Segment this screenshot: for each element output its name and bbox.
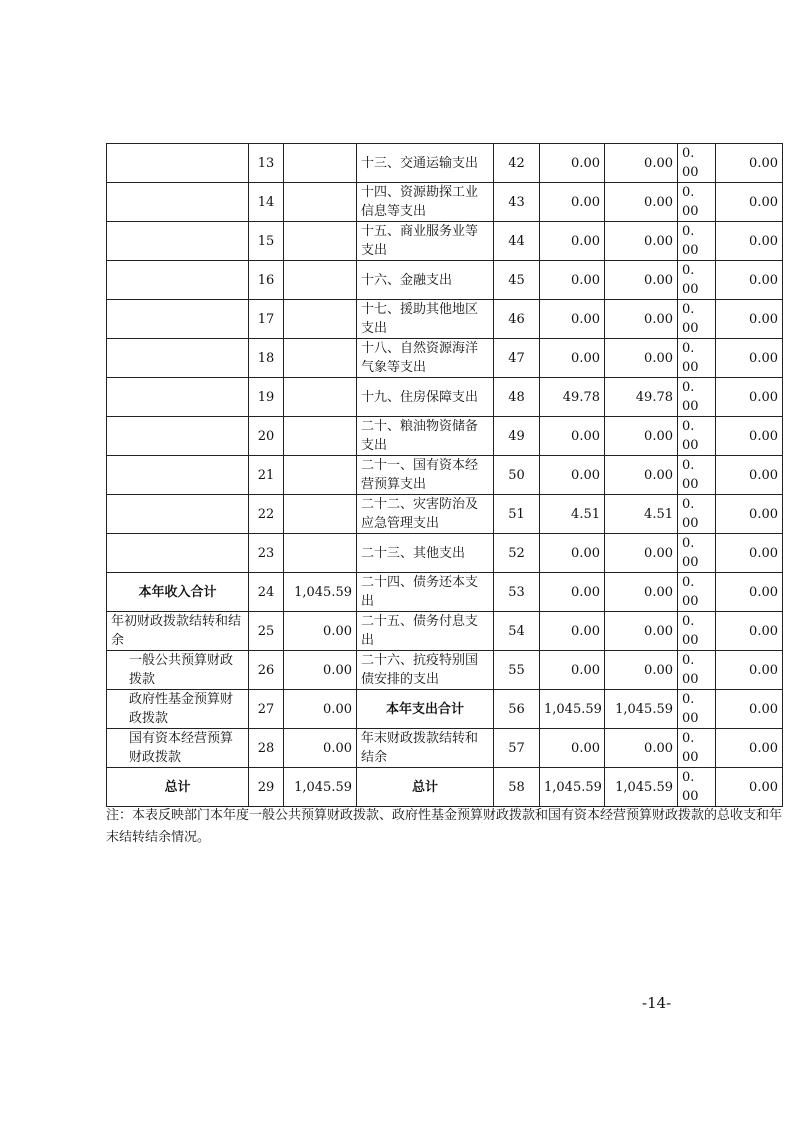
expenditure-total-cell: 0.00	[540, 144, 605, 183]
expenditure-total-cell: 1,045.59	[540, 768, 605, 807]
table-row	[107, 144, 783, 183]
general-budget-cell: 0.00	[605, 183, 678, 222]
income-amount-cell	[284, 222, 357, 261]
fund-budget-cell: 0. 00	[678, 534, 716, 573]
income-line-number-cell: 29	[249, 768, 284, 807]
income-amount-cell	[284, 300, 357, 339]
income-amount-cell	[284, 417, 357, 456]
expenditure-line-number-cell: 56	[494, 690, 540, 729]
fund-budget-cell: 0. 00	[678, 690, 716, 729]
expenditure-item-cell: 二十一、国有资本经营预算支出	[357, 456, 494, 495]
income-line-number-cell: 18	[249, 339, 284, 378]
expenditure-line-number-cell: 50	[494, 456, 540, 495]
expenditure-line-number-cell: 51	[494, 495, 540, 534]
state-capital-budget-cell: 0.00	[716, 417, 783, 456]
expenditure-line-number-cell: 58	[494, 768, 540, 807]
expenditure-item-cell: 十三、交通运输支出	[357, 144, 494, 183]
income-line-number-cell: 17	[249, 300, 284, 339]
table-row	[107, 690, 783, 729]
income-item-cell	[107, 534, 249, 573]
expenditure-item-cell: 十六、金融支出	[357, 261, 494, 300]
income-line-number-cell: 22	[249, 495, 284, 534]
expenditure-total-cell: 0.00	[540, 456, 605, 495]
income-amount-cell: 0.00	[284, 651, 357, 690]
expenditure-item-cell: 二十五、债务付息支出	[357, 612, 494, 651]
expenditure-item-cell: 十八、自然资源海洋气象等支出	[357, 339, 494, 378]
expenditure-line-number-cell: 47	[494, 339, 540, 378]
income-line-number-cell: 19	[249, 378, 284, 417]
fund-budget-cell: 0. 00	[678, 417, 716, 456]
table-row	[107, 573, 783, 612]
income-item-cell	[107, 495, 249, 534]
general-budget-cell: 0.00	[605, 573, 678, 612]
income-amount-cell	[284, 534, 357, 573]
fund-budget-cell: 0. 00	[678, 612, 716, 651]
income-line-number-cell: 23	[249, 534, 284, 573]
expenditure-item-cell: 十七、援助其他地区支出	[357, 300, 494, 339]
income-line-number-cell: 20	[249, 417, 284, 456]
expenditure-total-cell: 0.00	[540, 612, 605, 651]
table-row	[107, 300, 783, 339]
income-line-number-cell: 13	[249, 144, 284, 183]
general-budget-cell: 0.00	[605, 144, 678, 183]
expenditure-total-cell: 0.00	[540, 339, 605, 378]
state-capital-budget-cell: 0.00	[716, 261, 783, 300]
table-row	[107, 417, 783, 456]
expenditure-total-cell: 0.00	[540, 651, 605, 690]
expenditure-item-cell: 本年支出合计	[357, 690, 494, 729]
table-row	[107, 495, 783, 534]
expenditure-line-number-cell: 48	[494, 378, 540, 417]
general-budget-cell: 4.51	[605, 495, 678, 534]
state-capital-budget-cell: 0.00	[716, 690, 783, 729]
fund-budget-cell: 0. 00	[678, 300, 716, 339]
income-item-cell	[107, 261, 249, 300]
expenditure-total-cell: 0.00	[540, 183, 605, 222]
state-capital-budget-cell: 0.00	[716, 573, 783, 612]
general-budget-cell: 0.00	[605, 729, 678, 768]
state-capital-budget-cell: 0.00	[716, 495, 783, 534]
expenditure-line-number-cell: 46	[494, 300, 540, 339]
income-item-cell	[107, 144, 249, 183]
expenditure-line-number-cell: 45	[494, 261, 540, 300]
expenditure-line-number-cell: 52	[494, 534, 540, 573]
expenditure-item-cell: 十五、商业服务业等支出	[357, 222, 494, 261]
table-row	[107, 222, 783, 261]
expenditure-total-cell: 49.78	[540, 378, 605, 417]
income-line-number-cell: 24	[249, 573, 284, 612]
expenditure-total-cell: 4.51	[540, 495, 605, 534]
expenditure-total-cell: 0.00	[540, 729, 605, 768]
general-budget-cell: 0.00	[605, 534, 678, 573]
fund-budget-cell: 0. 00	[678, 729, 716, 768]
income-item-cell	[107, 183, 249, 222]
expenditure-item-cell: 二十三、其他支出	[357, 534, 494, 573]
general-budget-cell: 0.00	[605, 612, 678, 651]
income-item-cell: 本年收入合计	[107, 573, 249, 612]
income-amount-cell: 0.00	[284, 729, 357, 768]
fund-budget-cell: 0. 00	[678, 651, 716, 690]
state-capital-budget-cell: 0.00	[716, 651, 783, 690]
income-amount-cell: 1,045.59	[284, 768, 357, 807]
table-row	[107, 456, 783, 495]
fiscal-appropriation-table	[106, 143, 783, 807]
table-row	[107, 378, 783, 417]
state-capital-budget-cell: 0.00	[716, 534, 783, 573]
expenditure-item-cell: 年末财政拨款结转和结余	[357, 729, 494, 768]
general-budget-cell: 0.00	[605, 651, 678, 690]
table-row	[107, 612, 783, 651]
table-row	[107, 651, 783, 690]
expenditure-line-number-cell: 54	[494, 612, 540, 651]
general-budget-cell: 0.00	[605, 222, 678, 261]
expenditure-line-number-cell: 53	[494, 573, 540, 612]
income-line-number-cell: 28	[249, 729, 284, 768]
expenditure-item-cell: 十九、住房保障支出	[357, 378, 494, 417]
expenditure-total-cell: 0.00	[540, 534, 605, 573]
income-line-number-cell: 25	[249, 612, 284, 651]
expenditure-total-cell: 0.00	[540, 300, 605, 339]
expenditure-line-number-cell: 44	[494, 222, 540, 261]
expenditure-item-cell: 十四、资源勘探工业信息等支出	[357, 183, 494, 222]
state-capital-budget-cell: 0.00	[716, 378, 783, 417]
income-amount-cell: 1,045.59	[284, 573, 357, 612]
fund-budget-cell: 0. 00	[678, 261, 716, 300]
expenditure-line-number-cell: 42	[494, 144, 540, 183]
table-row	[107, 534, 783, 573]
expenditure-total-cell: 0.00	[540, 261, 605, 300]
income-amount-cell	[284, 456, 357, 495]
income-amount-cell	[284, 144, 357, 183]
state-capital-budget-cell: 0.00	[716, 144, 783, 183]
table-body	[107, 144, 783, 807]
expenditure-item-cell: 总计	[357, 768, 494, 807]
fund-budget-cell: 0. 00	[678, 768, 716, 807]
fund-budget-cell: 0. 00	[678, 183, 716, 222]
general-budget-cell: 0.00	[605, 339, 678, 378]
table-row	[107, 768, 783, 807]
state-capital-budget-cell: 0.00	[716, 612, 783, 651]
income-item-cell: 政府性基金预算财政拨款	[107, 690, 249, 729]
income-item-cell: 国有资本经营预算财政拨款	[107, 729, 249, 768]
fund-budget-cell: 0. 00	[678, 456, 716, 495]
income-amount-cell	[284, 183, 357, 222]
table-row	[107, 183, 783, 222]
income-amount-cell	[284, 339, 357, 378]
expenditure-item-cell: 二十、粮油物资储备支出	[357, 417, 494, 456]
expenditure-total-cell: 0.00	[540, 573, 605, 612]
income-amount-cell	[284, 495, 357, 534]
table-note: 注：本表反映部门本年度一般公共预算财政拨款、政府性基金预算财政拨款和国有资本经营预算财政拨款的总收支和年末结转结余情况。	[106, 808, 783, 845]
table-row	[107, 339, 783, 378]
state-capital-budget-cell: 0.00	[716, 729, 783, 768]
expenditure-line-number-cell: 43	[494, 183, 540, 222]
income-item-cell	[107, 378, 249, 417]
income-item-cell: 一般公共预算财政拨款	[107, 651, 249, 690]
page-number: -14-	[642, 994, 672, 1012]
expenditure-total-cell: 0.00	[540, 222, 605, 261]
income-amount-cell: 0.00	[284, 690, 357, 729]
income-item-cell	[107, 300, 249, 339]
general-budget-cell: 49.78	[605, 378, 678, 417]
income-amount-cell	[284, 378, 357, 417]
general-budget-cell: 0.00	[605, 456, 678, 495]
table-row	[107, 729, 783, 768]
income-amount-cell	[284, 261, 357, 300]
expenditure-item-cell: 二十二、灾害防治及应急管理支出	[357, 495, 494, 534]
general-budget-cell: 0.00	[605, 417, 678, 456]
income-line-number-cell: 14	[249, 183, 284, 222]
expenditure-item-cell: 二十四、债务还本支出	[357, 573, 494, 612]
income-line-number-cell: 26	[249, 651, 284, 690]
fund-budget-cell: 0. 00	[678, 222, 716, 261]
fund-budget-cell: 0. 00	[678, 495, 716, 534]
income-line-number-cell: 15	[249, 222, 284, 261]
income-item-cell	[107, 339, 249, 378]
general-budget-cell: 1,045.59	[605, 690, 678, 729]
expenditure-total-cell: 0.00	[540, 417, 605, 456]
state-capital-budget-cell: 0.00	[716, 456, 783, 495]
state-capital-budget-cell: 0.00	[716, 183, 783, 222]
state-capital-budget-cell: 0.00	[716, 339, 783, 378]
expenditure-line-number-cell: 57	[494, 729, 540, 768]
income-item-cell	[107, 456, 249, 495]
income-item-cell: 年初财政拨款结转和结余	[107, 612, 249, 651]
expenditure-line-number-cell: 55	[494, 651, 540, 690]
income-amount-cell: 0.00	[284, 612, 357, 651]
table-row	[107, 261, 783, 300]
general-budget-cell: 0.00	[605, 300, 678, 339]
expenditure-total-cell: 1,045.59	[540, 690, 605, 729]
expenditure-line-number-cell: 49	[494, 417, 540, 456]
fund-budget-cell: 0. 00	[678, 378, 716, 417]
fund-budget-cell: 0. 00	[678, 573, 716, 612]
income-line-number-cell: 21	[249, 456, 284, 495]
income-item-cell: 总计	[107, 768, 249, 807]
fund-budget-cell: 0. 00	[678, 144, 716, 183]
income-item-cell	[107, 417, 249, 456]
income-line-number-cell: 27	[249, 690, 284, 729]
state-capital-budget-cell: 0.00	[716, 222, 783, 261]
general-budget-cell: 1,045.59	[605, 768, 678, 807]
income-line-number-cell: 16	[249, 261, 284, 300]
general-budget-cell: 0.00	[605, 261, 678, 300]
income-item-cell	[107, 222, 249, 261]
state-capital-budget-cell: 0.00	[716, 300, 783, 339]
expenditure-item-cell: 二十六、抗疫特别国债安排的支出	[357, 651, 494, 690]
fund-budget-cell: 0. 00	[678, 339, 716, 378]
state-capital-budget-cell: 0.00	[716, 768, 783, 807]
